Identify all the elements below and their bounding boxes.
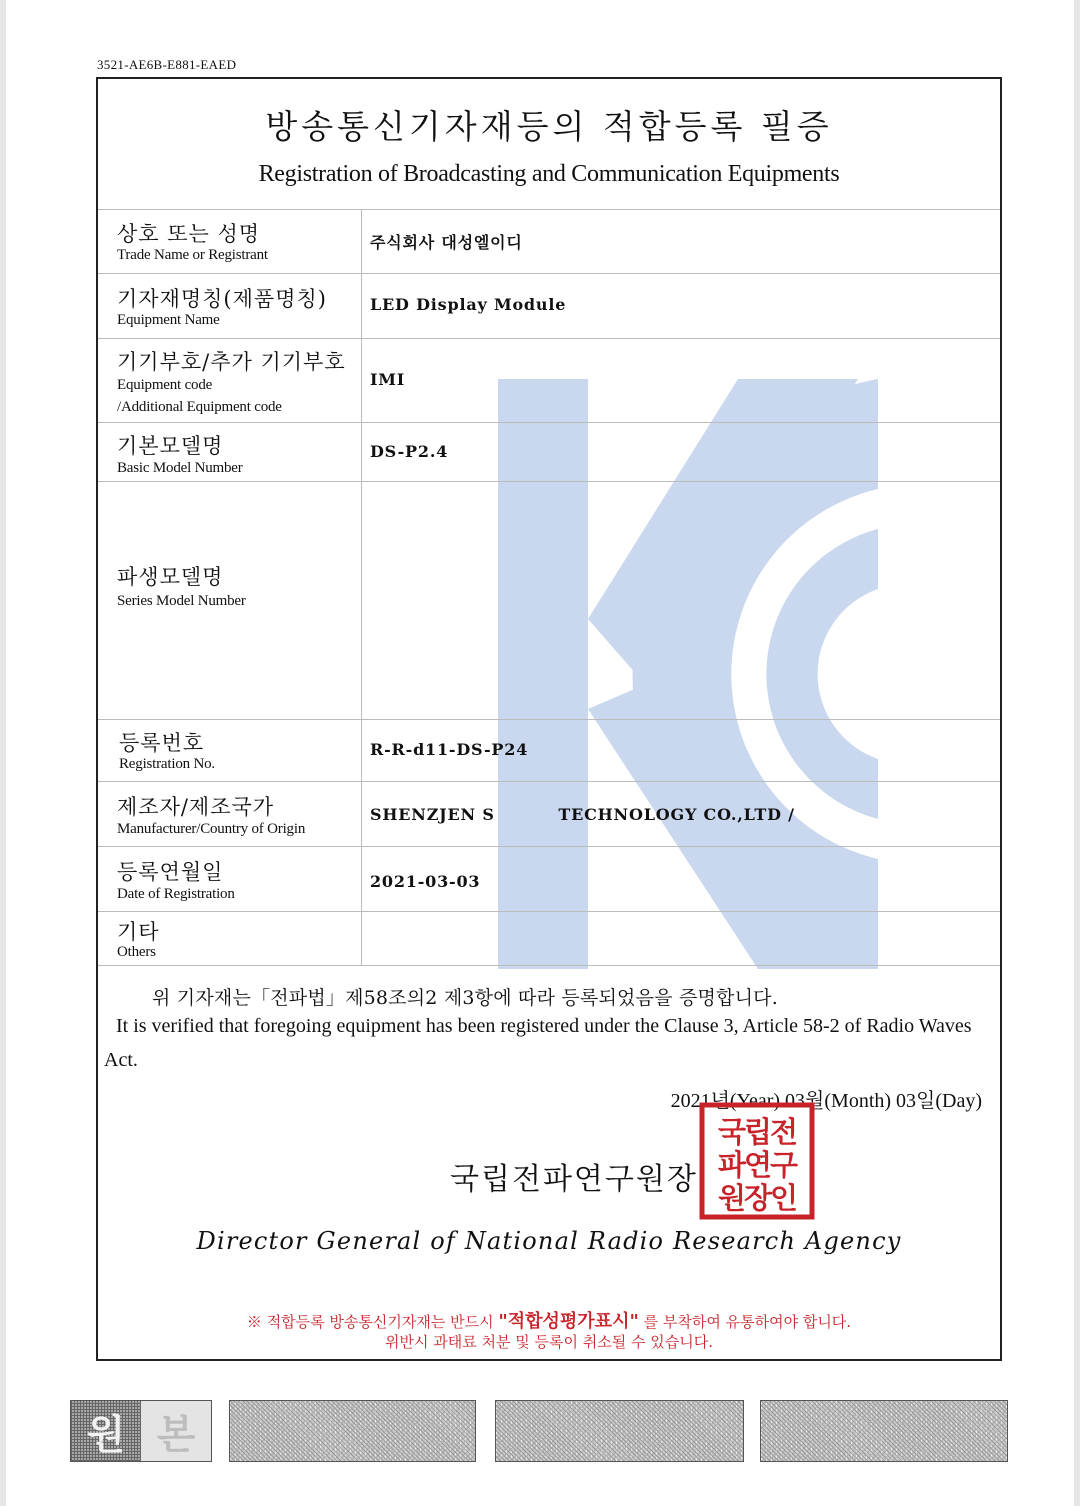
label-english: Registration No. <box>119 756 215 772</box>
official-seal <box>699 1102 815 1220</box>
label-english: Basic Model Number <box>117 460 243 476</box>
label-english: Series Model Number <box>117 593 246 609</box>
value-registration-date: 2021-03-03 <box>370 872 481 891</box>
value-equipment-code: IMI <box>370 370 406 389</box>
label-english: Equipment code <box>117 377 213 393</box>
value-basic-model: DS-P2.4 <box>370 442 449 461</box>
value-manufacturer: SHENZJEN S TECHNOLOGY CO.,LTD / <box>370 805 795 824</box>
security-pattern-3 <box>760 1400 1008 1462</box>
certificate-frame <box>96 77 1002 1361</box>
row-basic-model <box>98 423 1000 482</box>
value-equipment-name: LED Display Module <box>370 295 567 314</box>
label-english: Manufacturer/Country of Origin <box>117 821 306 837</box>
row-equipment-name <box>98 274 1000 339</box>
label-english: Trade Name or Registrant <box>117 247 268 263</box>
row-registration-no <box>98 720 1000 782</box>
row-others <box>98 912 1000 966</box>
label-korean: 등록연월일 <box>117 860 224 884</box>
security-pattern-2 <box>495 1400 744 1462</box>
row-manufacturer <box>98 782 1000 847</box>
row-equipment-code <box>98 339 1000 423</box>
label-korean: 기자재명칭(제품명칭) <box>117 287 327 311</box>
label-english-2: /Additional Equipment code <box>117 399 282 415</box>
label-english: Equipment Name <box>117 312 220 328</box>
label-english: Date of Registration <box>117 886 235 902</box>
security-pattern-1 <box>229 1400 476 1462</box>
original-mark-char: 본 <box>141 1401 211 1461</box>
agency-name-english: Director General of National Radio Research Agency <box>196 1227 902 1255</box>
page-left-edge <box>0 0 6 1506</box>
label-korean: 파생모델명 <box>117 565 224 589</box>
registration-table <box>98 209 1000 966</box>
seal-text-row: 국립전 <box>717 1115 797 1149</box>
label-korean: 기기부호/추가 기기부호 <box>117 350 346 374</box>
seal-text-row: 파연구 <box>717 1148 797 1182</box>
title-korean: 방송통신기자재등의 적합등록 필증 <box>265 107 833 146</box>
label-korean: 제조자/제조국가 <box>117 795 275 819</box>
row-series-model <box>98 482 1000 720</box>
original-document-mark <box>70 1400 212 1462</box>
row-trade-name <box>98 210 1000 274</box>
page-right-edge <box>1074 0 1080 1506</box>
label-korean: 상호 또는 성명 <box>117 222 261 246</box>
label-english: Others <box>117 944 156 960</box>
label-korean: 등록번호 <box>119 731 205 755</box>
agency-name-korean: 국립전파연구원장 <box>450 1162 698 1197</box>
label-korean: 기본모델명 <box>117 434 224 458</box>
notice-prefix: ※ 적합등록 방송통신기자재는 반드시 <box>246 1313 494 1331</box>
value-registration-no: R-R-d11-DS-P24 <box>370 740 529 759</box>
notice-suffix: 를 부착하여 유통하여야 합니다. <box>643 1313 852 1331</box>
conformity-mark-label: "적합성평가표시" <box>498 1311 639 1332</box>
document-id: 3521-AE6B-E881-EAED <box>97 57 237 72</box>
notice-line-2: 위반시 과태료 처분 및 등록이 취소될 수 있습니다. <box>385 1333 713 1351</box>
value-trade-name: 주식회사 대성엘이디 <box>370 233 523 252</box>
issue-date: 2021년(Year) 03월(Month) 03일(Day) <box>670 1090 982 1112</box>
seal-text-row: 원장인 <box>717 1181 797 1215</box>
row-registration-date <box>98 847 1000 912</box>
title-english: Registration of Broadcasting and Communication Equipments <box>258 161 840 187</box>
notice-line-1 <box>98 1307 1000 1333</box>
label-korean: 기타 <box>117 920 160 944</box>
certification-english: It is verified that foregoing equipment has been registered under the Clause 3, Article 58-2 of Radio Waves Act. <box>104 1015 972 1071</box>
certification-korean: 위 기자재는「전파법」제58조의2 제3항에 따라 등록되었음을 증명합니다. <box>152 987 778 1009</box>
original-mark-char: 원 <box>71 1401 141 1461</box>
